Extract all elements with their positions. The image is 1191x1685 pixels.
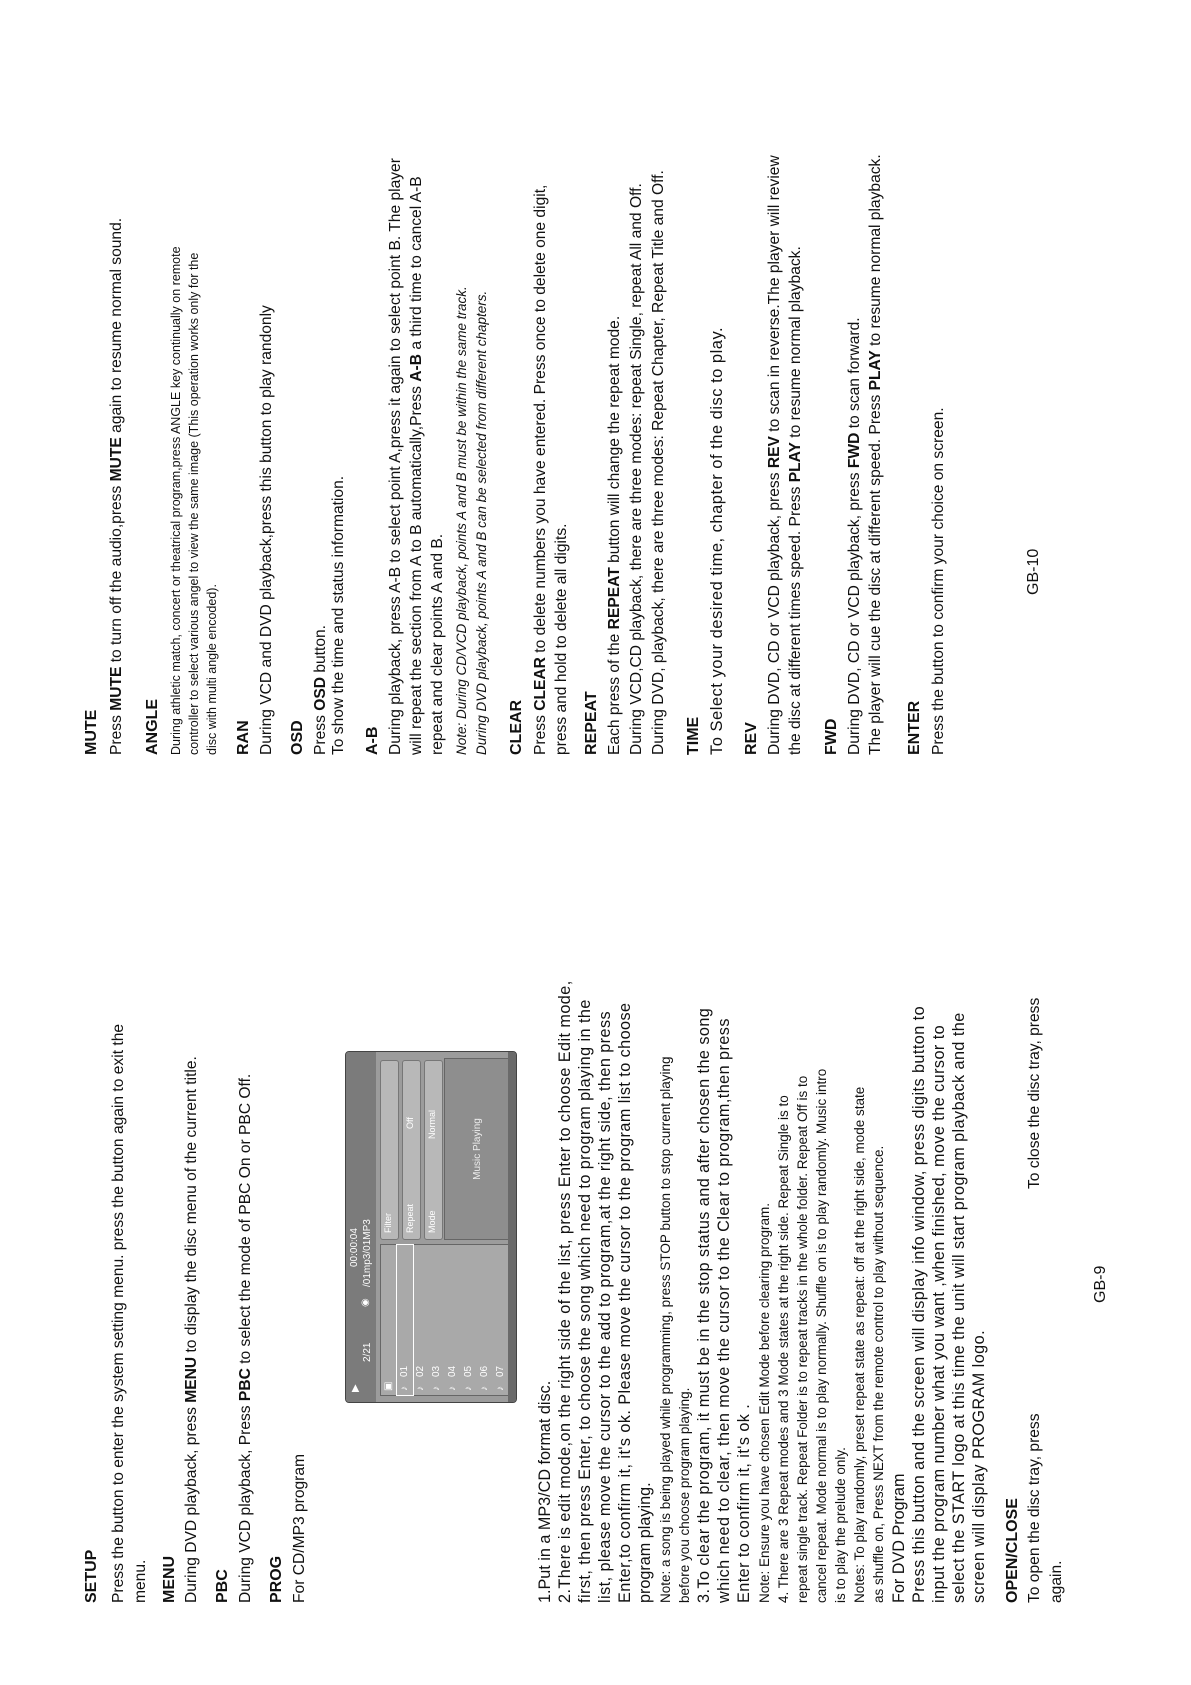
mode-button[interactable]: Mode Normal (424, 1060, 443, 1240)
ran-text: During VCD and DVD playback,press this button to play randonly (258, 305, 275, 755)
setup-text-1: Press the button to enter the system setting menu. press the button again to exit the (110, 1023, 127, 1603)
angle-heading: ANGLE (144, 699, 161, 755)
clear-text-2: press and hold to delete all digits. (553, 523, 570, 755)
angle-text-2: controller to select various angel to view the same image (This operation works only for the (187, 252, 201, 755)
elapsed-time: 00:00:04 (349, 1228, 360, 1267)
prog-step-3c: Enter to confirm it, it's ok . (735, 1403, 753, 1603)
music-note-icon: ♪ (463, 1386, 474, 1391)
track-row[interactable]: ♪ 06 (477, 1245, 493, 1395)
prog-text: For CD/MP3 program (291, 1453, 308, 1603)
fwd-text-1: During DVD, CD or VCD playback, press FWD to scan forward. (846, 317, 863, 755)
ab-heading: A-B (364, 726, 381, 755)
prog-step-4: 4. There are 3 Repeat modes and 3 Mode states at the right side. Repeat Single is to (776, 1095, 791, 1603)
repeat-text-2: During VCD,CD playback, there are three modes: repeat Single, repeat All and Off. (628, 183, 645, 755)
rev-text-1: During DVD, CD or VCD playback, press REV to scan in reverse.The player will review (766, 155, 783, 755)
music-note-icon: ♪ (399, 1386, 410, 1391)
music-playing-panel: Music Playing (444, 1058, 512, 1240)
setup-text-2: menu. (132, 1559, 149, 1603)
clear-heading: CLEAR (508, 699, 525, 755)
mute-text: Press MUTE to turn off the audio,press MUTE again to resume normal sound. (108, 217, 125, 755)
osd-text-2: To show the time and status information. (330, 475, 347, 755)
folder-row[interactable] (381, 1245, 397, 1395)
music-note-icon: ♪ (415, 1386, 426, 1391)
fwd-text-2: The player will cue the disc at different speed. Press PLAY to resume normal playback. (867, 154, 884, 755)
ab-note-1: Note: During CD/VCD playback, points A and B must be within the same track. (454, 286, 469, 755)
menu-text: During DVD playback, press MENU to display the disc menu of the current title. (183, 1056, 200, 1603)
open-text: To open the disc tray, press To close the disc tray, press (1024, 891, 1046, 1603)
repeat-button[interactable]: Repeat Off (402, 1060, 421, 1240)
pbc-text: During VCD playback, Press PBC to select the mode of PBC On or PBC Off. (237, 1073, 254, 1603)
enter-text: Press the button to confirm your choice on screen. (930, 407, 947, 755)
dvd-program-3: select the START logo at this time the unit will start program playback and the (950, 1012, 968, 1603)
prog-step-4b: repeat single track. Repeat Folder is to repeat tracks in the whole folder. Repeat Off is to (795, 1075, 810, 1603)
track-row[interactable]: ♪ 01 (397, 1245, 413, 1395)
prog-step-3: 3.To clear the program, it must be in the stop status and after chosen the song (695, 1007, 713, 1603)
prog-notes-b: as shuffle on, Press NEXT from the remote control to play without sequence. (871, 1145, 886, 1603)
rev-heading: REV (743, 722, 760, 755)
osd-text-1: Press OSD button. (312, 624, 329, 755)
player-options (380, 1060, 440, 1240)
angle-text-3: disc with multi angle encoded). (205, 584, 219, 755)
ab-text-2: will repeat the section from A to B automatically,Press A-B a third time to cancel A-B (408, 176, 425, 755)
prog-note-1: Note: a song is being played while programming, press STOP button to stop current playing (658, 1056, 673, 1603)
folder-icon: ▣ (383, 1381, 394, 1391)
time-text: To Select your desired time, chapter of the disc to play. (708, 326, 726, 755)
prog-heading: PROG (268, 1555, 285, 1603)
clear-text-1: Press CLEAR to delete numbers you have entered. Press once to delete one digit, (532, 184, 549, 755)
page-number-left: GB-9 (1092, 1265, 1109, 1303)
player-header (346, 1052, 376, 1402)
prog-notes: Notes: To play randomly, preset repeat state as repeat: off at the right side, mode state (852, 1086, 867, 1603)
music-note-icon: ♪ (431, 1386, 442, 1391)
pbc-heading: PBC (214, 1569, 231, 1603)
page-number-right: GB-10 (1025, 548, 1042, 595)
prog-step-2e: program playing. (636, 1482, 654, 1603)
track-row[interactable]: ♪ 02 (413, 1245, 429, 1395)
track-list (380, 1244, 512, 1396)
ab-text-1: During playback, press A-B to select point A,press it again to select point B. The player (387, 158, 404, 755)
prog-step-2b: first, then press Enter, to choose the song which need to program playing in the (576, 999, 594, 1603)
prog-step-3b: which need to clear, then move the cursor to the Clear to program,then press (715, 1018, 733, 1603)
fwd-heading: FWD (823, 718, 840, 755)
time-heading: TIME (685, 716, 702, 755)
dvd-program-2: input the program number what you want ,when finished, move the cursor to (930, 1024, 948, 1603)
mute-heading: MUTE (83, 709, 100, 755)
menu-heading: MENU (161, 1555, 178, 1603)
open-close-heading: OPEN/CLOSE (1004, 1498, 1021, 1603)
player-status-bar (508, 1052, 516, 1402)
angle-text-1: During athletic match, concert or theatrical program,press ANGLE key continually on remote (169, 246, 183, 755)
osd-heading: OSD (289, 720, 306, 755)
music-note-icon: ♪ (479, 1386, 490, 1391)
track-row[interactable]: ♪ 03 (429, 1245, 445, 1395)
mp3-program-screen (345, 1051, 517, 1403)
setup-heading: SETUP (83, 1549, 100, 1603)
dvd-program-title: For DVD Program (890, 1473, 908, 1603)
track-row[interactable]: ♪ 04 (445, 1245, 461, 1395)
dvd-program-4: screen will display PROGRAM logo. (970, 1329, 988, 1603)
disc-icon: ◉ (360, 1298, 371, 1307)
filter-button[interactable]: Filter (380, 1060, 399, 1240)
ab-note-2: During DVD playback, points A and B can be selected from different chapters. (474, 290, 489, 755)
rev-text-2: the disc at different times speed. Press PLAY to resume normal playback. (787, 246, 804, 755)
prog-step-2c: list, please move the cursor to the add to program,at the right side, then press (596, 1010, 614, 1603)
repeat-text-1: Each press of the REPEAT button will change the repeat mode. (606, 315, 623, 755)
repeat-text-3: During DVD, playback, there are three modes: Repeat Chapter, Repeat Title and Off. (650, 170, 667, 755)
repeat-heading: REPEAT (583, 691, 600, 755)
prog-note-1b: before you choose program playing. (677, 1387, 692, 1603)
prog-step-2d: Enter,to confirm it, it's ok. Please move the cursor to the program list to choose (616, 1002, 634, 1603)
track-count: 2/21 (362, 1342, 373, 1362)
again-text: again. (1048, 1560, 1065, 1603)
enter-heading: ENTER (906, 700, 923, 755)
folder-path: /01mp3/01MP3 (362, 1219, 373, 1287)
ran-heading: RAN (235, 720, 252, 755)
dvd-program-1: Press this button and the screen will display info window, press digits button to (910, 1005, 928, 1603)
prog-step-4c: cancel repeat. Mode normal is to play normally. Shuffle on is to play randomly. Music intro (814, 1068, 829, 1603)
close-text: To close the disc tray, press (1026, 997, 1043, 1189)
play-icon: ▶ (350, 1384, 361, 1392)
prog-note-2: Note: Ensure you have chosen Edit Mode before clearing program. (757, 1203, 772, 1603)
prog-step-4d: is to play the prelude only. (833, 1447, 848, 1603)
prog-step-2: 2.There is edit mode,on the right side of the list, press Enter to choose Edit mode, (556, 980, 574, 1603)
prog-step-1: 1.Put in a MP3/CD format disc. (536, 1380, 554, 1603)
music-note-icon: ♪ (447, 1386, 458, 1391)
track-row[interactable]: ♪ 07 (493, 1245, 509, 1395)
track-row[interactable]: ♪ 05 (461, 1245, 477, 1395)
music-note-icon: ♪ (495, 1386, 506, 1391)
ab-text-3: repeat and clear points A and B. (429, 533, 446, 755)
